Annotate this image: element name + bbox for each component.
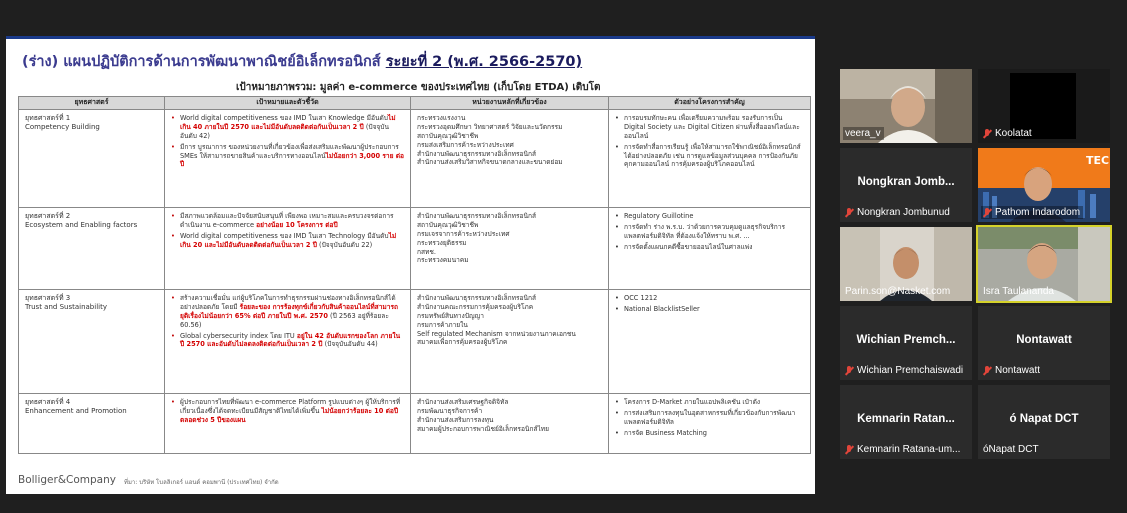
agency-item: กระทรวงอุดมศึกษา วิทยาศาสตร์ วิจัยและนวัตกรรม [417,122,563,131]
project-item: • OCC 1212 [615,294,804,303]
participant-name-label: Isra Taulananda [983,286,1054,297]
agency-item: สำนักงานพัฒนาธุรกรรมทางอิเล็กทรอนิกส์ [417,212,537,220]
slide-title [22,50,582,73]
goal-item: • ผู้ประกอบการไทยที่พัฒนา e-commerce Platform รูปแบบต่างๆ ผู้ให้บริการที่เกี่ยวเนื่องซึ่งได้จดทะเบียนมีสัญชาติไทยได้เพิ่มขึ้น ไม่น้อยกว่าร้อยละ 10 ต่อปี ตลอดช่วง 5 ปีของแผน [171,398,404,425]
strategy-number: ยุทธศาสตร์ที่ 4 [25,398,71,406]
table-row [19,394,811,454]
slide-source-note: ที่มา: บริษัท โบลลิเกอร์ แอนด์ คอมพานี (ประเทศไทย) จำกัด [124,479,279,486]
header-projects: ตัวอย่างโครงการสำคัญ [609,97,811,110]
muted-mic-icon [845,445,854,455]
shared-screen-slide [6,36,815,494]
participant-big-name: Nontawatt [1016,334,1072,346]
participant-tile-nongkran[interactable] [840,148,972,222]
participant-name-label: veera_v [843,127,884,140]
participant-tile-parin[interactable] [840,227,972,301]
participant-tile-veera[interactable] [840,69,972,143]
table-header-row [19,97,811,110]
table-row [19,290,811,394]
goal-item: • มีการ บูรณาการ ของหน่วยงานที่เกี่ยวข้องเพื่อส่งเสริมและพัฒนาผู้ประกอบการ SMEs ให้สามารถขายสินค้าและบริการทางออนไลน์ไม่น้อยกว่า 3,000 ราย ต่อปี [171,143,404,170]
agency-item: กรมพัฒนาธุรกิจการค้า [417,406,483,415]
header-goals: เป้าหมายและตัวชี้วัด [165,97,411,110]
header-strategy: ยุทธศาสตร์ [19,97,165,110]
goal-item: • World digital competitiveness ของ IMD ในเสา Knowledge มีอันดับไม่เกิน 40 ภายในปี 2570 และไม่มีอันดับลดติดต่อกันเป็นเวลา 2 ปี (ปัจจุบันอันดับ 42) [171,114,404,141]
goal-item: • สร้างความเชื่อมั่น แก่ผู้บริโภคในการทำธุรกรรมผ่านช่องทางอิเล็กทรอนิกส์ได้อย่างปลอดภัย โดยมี ร้อยละของ การร้องทุกข์เกี่ยวกับสินค้าออนไลน์ที่สามารถยุติเรื่องไม่น้อยกว่า 65% ต่อปี ภายในปี พ.ศ. 2570 (ปี 2563 อยู่ที่ร้อยละ 60.56) [171,294,404,330]
project-item: • การส่งเสริมการลงทุนในอุตสาหกรรมที่เกี่ยวข้องกับการพัฒนาแพลตฟอร์มดิจิทัล [615,409,804,427]
project-item: • การจัดทำสื่อการเรียนรู้ เพื่อให้สามารถใช้พาณิชย์อิเล็กทรอนิกส์ได้อย่างปลอดภัย เช่น การดูแลข้อมูลส่วนบุคคล การป้องกันภัยคุกคามออนไลน์ การคุ้มครองผู้บริโภคออนไลน์ [615,143,804,170]
project-item: • การจัดตั้งแผนกคดีซื้อขายออนไลน์ในศาลแพ่ง [615,243,804,252]
strategy-cell [19,394,165,454]
header-agencies: หน่วยงานหลักที่เกี่ยวข้อง [411,97,609,110]
project-item: • National BlacklistSeller [615,305,804,314]
strategy-name: Enhancement and Promotion [25,407,127,416]
participant-name-label: Kemnarin Ratana-um... [843,443,963,456]
slide-top-rule [6,36,815,39]
agency-item: กรมเจรจาการค้าระหว่างประเทศ [417,229,510,238]
goal-item: • Global cybersecurity index โดย ITU อยู่ใน 42 อันดับแรกของโลก ภายในปี 2570 และอันดับไม่ลดลงติดต่อกันเป็นเวลา 2 ปี (ปัจจุบันอันดับ 44) [171,332,404,350]
strategy-number: ยุทธศาสตร์ที่ 1 [25,114,71,122]
participant-tile-nontawatt[interactable] [978,306,1110,380]
participant-tile-koolatat[interactable] [978,69,1110,143]
participant-name-label: Parin.son@Nasket.com [845,286,951,297]
agency-item: กสทช. [417,247,436,256]
muted-mic-icon [845,208,854,218]
project-item: • การอบรมทักษะคน เพื่อเตรียมความพร้อม รองรับการเป็น Digital Society และ Digital Citizen ผ่านทั้งสื่อออฟไลน์และออนไลน์ [615,114,804,141]
participant-tile-isra-active-speaker[interactable] [976,225,1112,303]
participant-name-label: Pathom Indarodom [981,206,1083,219]
strategy-name: Trust and Sustainability [25,303,107,312]
background-logo-text: TEC [1086,154,1110,167]
project-item: • การจัดทำ ร่าง พ.ร.บ. ว่าด้วยการควบคุมดูแลธุรกิจบริการแพลตฟอร์มดิจิทัล ที่ต้องแจ้งให้ทราบ พ.ศ. ... [615,223,804,241]
project-item: • Regulatory Guillotine [615,212,804,221]
agency-item: กระทรวงยุติธรรม [417,238,467,247]
participant-big-name: ó Napat DCT [1009,413,1079,425]
agency-item: กรมทรัพย์สินทางปัญญา [417,311,484,320]
agencies-cell [411,110,609,208]
agency-item: กระทรวงแรงงาน [417,114,466,122]
agency-item: สำนักงานส่งเสริมเศรษฐกิจดิจิทัล [417,398,509,406]
agency-item: สำนักงานพัฒนาธุรกรรมทางอิเล็กทรอนิกส์ [417,149,537,158]
goals-cell [165,394,411,454]
agency-item: สำนักงานคณะกรรมการคุ้มครองผู้บริโภค [417,302,534,311]
participant-tile-napat[interactable] [978,385,1110,459]
agencies-cell [411,394,609,454]
agency-item: กระทรวงคมนาคม [417,256,469,265]
projects-cell [609,394,811,454]
strategy-cell [19,110,165,208]
goal-item: • มีสภาพแวดล้อมและปัจจัยสนับสนุนที่ เพียงพอ เหมาะสมและครบวงจรต่อการดำเนินงาน e-commerce อย่างน้อย 10 โครงการ ต่อปี [171,212,404,230]
participant-name-label: Nongkran Jombunud [843,206,953,219]
strategy-name: Ecosystem and Enabling factors [25,221,138,230]
strategy-cell [19,208,165,290]
agency-item: กรมการค้าภายใน [417,320,468,329]
strategy-name: Competency Building [25,123,100,132]
participant-big-name: Kemnarin Ratan... [857,413,955,425]
goals-cell [165,290,411,394]
agency-item: สำนักงานส่งเสริมการลงทุน [417,415,494,424]
project-item: • การจัด Business Matching [615,429,804,438]
slide-subtitle: เป้าหมายภาพรวม: มูลค่า e-commerce ของประเทศไทย (เก็บโดย ETDA) เติบโต [236,82,601,93]
strategy-number: ยุทธศาสตร์ที่ 2 [25,212,71,220]
strategy-cell [19,290,165,394]
projects-cell [609,110,811,208]
slide-title-main: (ร่าง) แผนปฏิบัติการด้านการพัฒนาพาณิชย์อิเล็กทรอนิกส์ [22,54,386,70]
participant-name-label: Wichian Premchaiswadi [843,364,966,377]
agency-item: สถาบันคุณวุฒิวิชาชีพ [417,131,479,140]
plan-table [18,96,811,454]
participant-big-name: Nongkran Jomb... [857,176,955,188]
agency-item: Self regulated Mechanism จากหน่วยงานภาคเอกชน [417,329,576,338]
muted-mic-icon [983,366,992,376]
participant-name-label: óNapat DCT [983,444,1039,455]
project-item: • โครงการ D-Market ภายในแอปพลิเคชัน เป๋าตัง [615,398,804,407]
participant-tile-wichian[interactable] [840,306,972,380]
agency-item: สถาบันคุณวุฒิวิชาชีพ [417,220,479,229]
projects-cell [609,290,811,394]
agency-item: สำนักงานส่งเสริมวิสาหกิจขนาดกลางและขนาดย่อม [417,158,563,167]
goals-cell [165,208,411,290]
participant-name-label: Nontawatt [981,364,1043,377]
projects-cell [609,208,811,290]
participant-big-name: Wichian Premch... [856,334,956,346]
table-row [19,208,811,290]
agency-item: กรมส่งเสริมการค้าระหว่างประเทศ [417,140,514,149]
agency-item: สมาคมผู้ประกอบการพาณิชย์อิเล็กทรอนิกส์ไทย [417,424,549,433]
participant-name-label: Koolatat [981,127,1035,140]
agency-item: สำนักงานพัฒนาธุรกรรมทางอิเล็กทรอนิกส์ [417,294,537,302]
company-logo: Bolliger&Company [18,474,116,486]
table-row [19,110,811,208]
participant-tile-kemnarin[interactable] [840,385,972,459]
strategy-number: ยุทธศาสตร์ที่ 3 [25,294,71,302]
participant-tile-pathom[interactable] [978,148,1110,222]
agencies-cell [411,208,609,290]
muted-mic-icon [983,208,992,218]
goals-cell [165,110,411,208]
muted-mic-icon [983,129,992,139]
agency-item: สมาคมเพื่อการคุ้มครองผู้บริโภค [417,338,508,347]
goal-item: • World digital competitiveness ของ IMD ในเสา Technology มีอันดับไม่เกิน 20 และไม่มีอันดับลดติดต่อกันเป็นเวลา 2 ปี (ปัจจุบันอันดับ 22) [171,232,404,250]
muted-mic-icon [845,366,854,376]
slide-title-phase: ระยะที่ 2 (พ.ศ. 2566-2570) [385,54,583,70]
agencies-cell [411,290,609,394]
